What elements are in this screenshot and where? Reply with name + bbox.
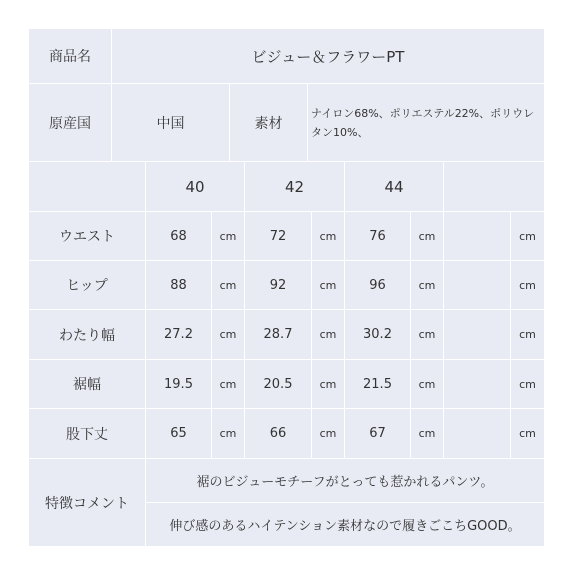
measurement-label: わたり幅 (59, 327, 115, 344)
measurement-label: 股下丈 (66, 426, 108, 443)
measurement-value: 88 (170, 277, 187, 293)
measurement-value: 67 (369, 426, 386, 441)
material-label: 素材 (254, 115, 283, 132)
origin-value: 中国 (156, 115, 185, 132)
unit-cm: cm (219, 278, 237, 292)
unit-cm: cm (418, 427, 436, 440)
unit-cm: cm (519, 427, 536, 440)
measurement-value: 66 (269, 426, 287, 441)
measurement-value (444, 310, 510, 359)
unit-cm: cm (319, 229, 337, 243)
measurement-value (444, 409, 510, 458)
measurement-value: 76 (369, 228, 386, 244)
unit-cm: cm (519, 328, 536, 341)
unit-cm: cm (519, 278, 536, 292)
unit-cm: cm (319, 278, 337, 292)
unit-cm: cm (519, 377, 536, 391)
spec-sheet (29, 29, 544, 546)
unit-cm: cm (418, 377, 436, 391)
measurement-value: 19.5 (164, 376, 193, 392)
size-header (444, 162, 544, 211)
unit-cm: cm (219, 328, 237, 341)
product-name-label: 商品名 (49, 49, 91, 65)
measurement-value: 92 (269, 277, 287, 293)
comment-label: 特徴コメント (45, 495, 129, 512)
measurement-value: 27.2 (164, 327, 193, 342)
measurement-value: 65 (170, 426, 187, 441)
product-name-value: ビジュー＆フラワーPT (251, 47, 405, 66)
unit-cm: cm (219, 377, 237, 391)
unit-cm: cm (219, 427, 237, 440)
material-value: ナイロン68%、ポリエステル22%、ポリウレタン10%、 (311, 106, 535, 139)
origin-label: 原産国 (49, 115, 91, 132)
unit-cm: cm (319, 427, 337, 440)
measurement-value (444, 261, 510, 309)
unit-cm: cm (319, 328, 337, 341)
unit-cm: cm (219, 229, 237, 243)
measurement-value: 72 (269, 228, 287, 244)
unit-cm: cm (418, 278, 436, 292)
size-header: 40 (185, 177, 205, 196)
measurement-value: 20.5 (263, 376, 293, 392)
measurement-value: 68 (170, 228, 187, 244)
measurement-label: ウエスト (59, 229, 115, 245)
unit-cm: cm (519, 229, 536, 243)
unit-cm: cm (418, 328, 436, 341)
size-header: 44 (384, 177, 404, 196)
measurement-value (444, 212, 510, 260)
unit-cm: cm (418, 229, 436, 243)
unit-cm: cm (319, 377, 337, 391)
measurement-value: 28.7 (263, 327, 293, 342)
measurement-value (444, 360, 510, 408)
measurement-label: ヒップ (66, 278, 108, 294)
comment-line: 伸び感のあるハイテンション素材なので履きごこちGOOD。 (169, 519, 521, 534)
measurement-value: 21.5 (363, 376, 392, 392)
size-header: 42 (284, 177, 305, 196)
measurement-value: 96 (369, 277, 386, 293)
measurement-label: 裾幅 (73, 377, 101, 393)
comment-line: 裾のビジューモチーフがとっても惹かれるパンツ。 (196, 475, 494, 490)
measurement-value: 30.2 (363, 327, 392, 342)
